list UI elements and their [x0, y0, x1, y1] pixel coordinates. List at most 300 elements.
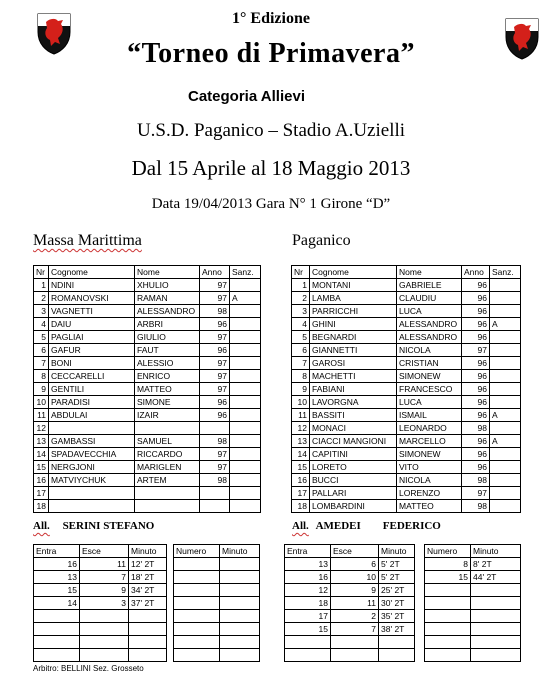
table-cell: LOMBARDINI — [310, 500, 397, 513]
table-cell — [490, 396, 521, 409]
table-cell: ENRICO — [135, 370, 200, 383]
table-cell: 34' 2T — [129, 584, 167, 597]
table-cell — [471, 623, 521, 636]
table-cell — [331, 649, 379, 662]
table-cell: 15 — [34, 461, 49, 474]
table-cell: 12 — [285, 584, 331, 597]
table-cell: ALESSANDRO — [397, 331, 462, 344]
table-cell: 14 — [292, 448, 310, 461]
table-cell: 97 — [200, 370, 230, 383]
table-cell — [285, 636, 331, 649]
table-cell: 16 — [285, 571, 331, 584]
table-cell — [49, 487, 135, 500]
table-cell: 98 — [462, 422, 490, 435]
card-row — [174, 558, 260, 571]
venue-label: U.S.D. Paganico – Stadio A.Uzielli — [136, 120, 406, 141]
table-cell — [490, 383, 521, 396]
table-cell: 97 — [200, 357, 230, 370]
table-cell: 4 — [34, 318, 49, 331]
table-cell — [379, 649, 415, 662]
player-row — [292, 474, 521, 487]
table-cell: 11 — [34, 409, 49, 422]
table-cell — [230, 500, 261, 513]
table-cell — [174, 558, 220, 571]
column-header: Esce — [331, 545, 379, 558]
table-cell — [230, 318, 261, 331]
card-row — [425, 649, 521, 662]
left-team-name: Massa Marittima — [33, 232, 142, 249]
left-substitutions-table — [33, 544, 167, 662]
column-header: Minuto — [220, 545, 260, 558]
table-cell: 17 — [34, 487, 49, 500]
table-cell: 96 — [200, 318, 230, 331]
table-cell: 6 — [34, 344, 49, 357]
table-cell: MACHETTI — [310, 370, 397, 383]
player-row — [292, 500, 521, 513]
player-row — [34, 383, 261, 396]
table-cell: 11 — [80, 558, 129, 571]
table-cell: 9 — [331, 584, 379, 597]
table-header-row — [285, 545, 415, 558]
substitution-row — [285, 610, 415, 623]
table-cell: PARADISI — [49, 396, 135, 409]
table-cell: LUCA — [397, 396, 462, 409]
table-cell: ISMAIL — [397, 409, 462, 422]
table-cell: BASSITI — [310, 409, 397, 422]
table-cell: BEGNARDI — [310, 331, 397, 344]
column-header: Nome — [135, 266, 200, 279]
table-cell: BUCCI — [310, 474, 397, 487]
table-cell — [490, 279, 521, 292]
right-team-name: Paganico — [292, 232, 351, 249]
substitution-row — [285, 597, 415, 610]
table-cell: 15 — [425, 571, 471, 584]
table-cell: 7 — [34, 357, 49, 370]
table-cell: SAMUEL — [135, 435, 200, 448]
table-cell — [230, 279, 261, 292]
table-cell — [49, 500, 135, 513]
table-cell: 7 — [331, 623, 379, 636]
table-cell: ARBRI — [135, 318, 200, 331]
table-cell: 8 — [292, 370, 310, 383]
match-info-label: Data 19/04/2013 Gara N° 1 Girone “D” — [151, 196, 391, 212]
table-cell: 16 — [292, 474, 310, 487]
table-cell: 98 — [200, 435, 230, 448]
table-cell: 98 — [462, 500, 490, 513]
table-cell: 97 — [200, 448, 230, 461]
table-cell: 8' 2T — [471, 558, 521, 571]
table-cell: SIMONE — [135, 396, 200, 409]
table-cell — [379, 636, 415, 649]
right-coach — [292, 520, 441, 532]
card-row — [425, 623, 521, 636]
table-cell: 3 — [292, 305, 310, 318]
substitution-row — [285, 649, 415, 662]
table-cell: NERGJONI — [49, 461, 135, 474]
table-cell: 96 — [462, 461, 490, 474]
table-header-row — [34, 266, 261, 279]
right-coach-prefix: All. — [292, 520, 309, 532]
table-cell — [230, 370, 261, 383]
substitution-row — [34, 558, 167, 571]
table-cell: MATTEO — [397, 500, 462, 513]
table-cell: 96 — [462, 383, 490, 396]
table-cell: 9 — [34, 383, 49, 396]
table-cell — [220, 584, 260, 597]
table-cell: 16 — [34, 558, 80, 571]
table-cell — [230, 305, 261, 318]
table-cell — [230, 396, 261, 409]
table-cell: 15 — [34, 584, 80, 597]
table-cell — [174, 597, 220, 610]
table-cell: MONACI — [310, 422, 397, 435]
substitution-row — [34, 584, 167, 597]
table-cell — [174, 649, 220, 662]
table-cell — [80, 636, 129, 649]
table-cell: MONTANI — [310, 279, 397, 292]
table-cell: 96 — [462, 305, 490, 318]
table-cell: 96 — [462, 279, 490, 292]
table-cell: GIANNETTI — [310, 344, 397, 357]
table-cell — [425, 649, 471, 662]
table-cell: 12 — [34, 422, 49, 435]
player-row — [34, 487, 261, 500]
table-cell: 9 — [80, 584, 129, 597]
table-cell — [285, 649, 331, 662]
substitution-row — [34, 610, 167, 623]
player-row — [34, 305, 261, 318]
table-cell: 96 — [200, 344, 230, 357]
player-row — [292, 344, 521, 357]
table-cell — [174, 571, 220, 584]
table-cell: CLAUDIU — [397, 292, 462, 305]
table-cell — [49, 422, 135, 435]
table-cell — [220, 597, 260, 610]
table-cell: DAIU — [49, 318, 135, 331]
table-cell — [34, 623, 80, 636]
table-cell — [220, 571, 260, 584]
table-cell: 8 — [425, 558, 471, 571]
table-cell: VITO — [397, 461, 462, 474]
table-cell: 10 — [292, 396, 310, 409]
substitution-row — [285, 623, 415, 636]
table-cell: FRANCESCO — [397, 383, 462, 396]
table-cell: 96 — [462, 357, 490, 370]
left-cards-table — [173, 544, 260, 662]
column-header: Nr — [34, 266, 49, 279]
table-cell: 11 — [292, 409, 310, 422]
column-header: Numero — [425, 545, 471, 558]
table-cell: 18 — [285, 597, 331, 610]
table-cell: ARTEM — [135, 474, 200, 487]
table-cell: 11 — [331, 597, 379, 610]
player-row — [292, 435, 521, 448]
column-header: Entra — [34, 545, 80, 558]
player-row — [34, 435, 261, 448]
table-cell: 1 — [34, 279, 49, 292]
table-cell — [129, 610, 167, 623]
player-row — [34, 461, 261, 474]
table-cell: LEONARDO — [397, 422, 462, 435]
table-cell: RICCARDO — [135, 448, 200, 461]
table-cell: 98 — [200, 305, 230, 318]
table-cell — [230, 487, 261, 500]
table-cell: 14 — [34, 597, 80, 610]
table-cell: 6 — [331, 558, 379, 571]
table-cell: GAROSI — [310, 357, 397, 370]
player-row — [292, 279, 521, 292]
card-row — [174, 623, 260, 636]
player-row — [34, 422, 261, 435]
table-cell: 6 — [292, 344, 310, 357]
table-cell: NDINI — [49, 279, 135, 292]
table-cell — [425, 623, 471, 636]
player-row — [34, 396, 261, 409]
table-cell: 13 — [34, 571, 80, 584]
left-coach-name: SERINI STEFANO — [62, 520, 155, 532]
table-cell — [230, 461, 261, 474]
table-cell: 5 — [292, 331, 310, 344]
table-cell: 96 — [200, 409, 230, 422]
table-cell: 96 — [462, 435, 490, 448]
table-cell: 35' 2T — [379, 610, 415, 623]
table-cell: 96 — [462, 318, 490, 331]
table-cell: 15 — [285, 623, 331, 636]
table-cell: ALESSANDRO — [135, 305, 200, 318]
table-cell — [490, 344, 521, 357]
table-cell: 96 — [462, 409, 490, 422]
table-cell — [490, 357, 521, 370]
table-cell — [220, 636, 260, 649]
player-row — [292, 383, 521, 396]
table-cell: 97 — [200, 279, 230, 292]
table-cell: 7 — [80, 571, 129, 584]
table-cell — [129, 649, 167, 662]
table-cell: 96 — [462, 396, 490, 409]
table-cell: 5 — [34, 331, 49, 344]
table-cell — [471, 649, 521, 662]
table-cell — [220, 558, 260, 571]
table-cell — [80, 610, 129, 623]
column-header: Nr — [292, 266, 310, 279]
column-header: Minuto — [471, 545, 521, 558]
player-row — [292, 331, 521, 344]
table-cell: MATVIYCHUK — [49, 474, 135, 487]
card-row — [174, 636, 260, 649]
table-cell: GHINI — [310, 318, 397, 331]
table-header-row — [425, 545, 521, 558]
substitution-row — [285, 571, 415, 584]
table-cell: 98 — [462, 474, 490, 487]
substitution-row — [34, 623, 167, 636]
column-header: Minuto — [129, 545, 167, 558]
table-cell — [490, 331, 521, 344]
table-cell — [220, 623, 260, 636]
left-roster-table — [33, 265, 261, 513]
player-row — [292, 422, 521, 435]
table-cell: 2 — [331, 610, 379, 623]
table-cell: MARIGLEN — [135, 461, 200, 474]
table-cell: MARCELLO — [397, 435, 462, 448]
table-cell: MATTEO — [135, 383, 200, 396]
table-cell: 97 — [462, 344, 490, 357]
column-header: Minuto — [379, 545, 415, 558]
table-cell: 98 — [200, 474, 230, 487]
table-cell: 18 — [34, 500, 49, 513]
table-cell: PAGLIAI — [49, 331, 135, 344]
table-cell — [200, 487, 230, 500]
player-row — [34, 448, 261, 461]
table-cell: 97 — [200, 331, 230, 344]
player-row — [292, 448, 521, 461]
table-cell — [174, 623, 220, 636]
table-cell: CECCARELLI — [49, 370, 135, 383]
substitution-row — [34, 597, 167, 610]
table-cell: GAFUR — [49, 344, 135, 357]
table-cell: VAGNETTI — [49, 305, 135, 318]
table-cell: 15 — [292, 461, 310, 474]
table-cell: GABRIELE — [397, 279, 462, 292]
table-cell: LORENZO — [397, 487, 462, 500]
table-cell — [135, 500, 200, 513]
table-cell — [34, 636, 80, 649]
table-cell — [471, 597, 521, 610]
table-cell: 17 — [285, 610, 331, 623]
table-cell — [490, 305, 521, 318]
table-cell — [174, 610, 220, 623]
table-cell — [230, 448, 261, 461]
table-cell — [200, 422, 230, 435]
table-cell — [200, 500, 230, 513]
table-cell: 16 — [34, 474, 49, 487]
table-cell — [220, 649, 260, 662]
card-row — [174, 597, 260, 610]
table-cell — [471, 584, 521, 597]
player-row — [292, 370, 521, 383]
table-cell: LAVORGNA — [310, 396, 397, 409]
table-cell — [425, 610, 471, 623]
substitution-row — [285, 636, 415, 649]
table-cell: ABDULAI — [49, 409, 135, 422]
table-cell: 18 — [292, 500, 310, 513]
column-header: Sanz. — [490, 266, 521, 279]
table-cell: 38' 2T — [379, 623, 415, 636]
table-cell: PALLARI — [310, 487, 397, 500]
table-cell: CRISTIAN — [397, 357, 462, 370]
table-cell: 97 — [200, 292, 230, 305]
table-cell — [230, 474, 261, 487]
player-row — [292, 461, 521, 474]
player-row — [292, 318, 521, 331]
player-row — [34, 292, 261, 305]
table-cell — [34, 610, 80, 623]
table-cell — [490, 448, 521, 461]
card-row — [174, 571, 260, 584]
player-row — [34, 331, 261, 344]
table-cell: 10 — [34, 396, 49, 409]
table-cell — [490, 461, 521, 474]
table-cell — [129, 623, 167, 636]
table-cell: ROMANOVSKI — [49, 292, 135, 305]
player-row — [292, 357, 521, 370]
table-cell — [471, 636, 521, 649]
table-cell: 8 — [34, 370, 49, 383]
table-header-row — [174, 545, 260, 558]
table-cell: A — [490, 409, 521, 422]
table-cell — [230, 435, 261, 448]
card-row — [174, 649, 260, 662]
table-cell — [135, 487, 200, 500]
table-cell: 2 — [34, 292, 49, 305]
table-cell: ALESSANDRO — [397, 318, 462, 331]
table-cell: 14 — [34, 448, 49, 461]
table-cell: 5' 2T — [379, 558, 415, 571]
column-header: Cognome — [310, 266, 397, 279]
table-cell: 30' 2T — [379, 597, 415, 610]
table-cell: LORETO — [310, 461, 397, 474]
left-coach — [33, 520, 154, 532]
table-cell: GIULIO — [135, 331, 200, 344]
right-roster-table — [291, 265, 521, 513]
table-cell: SPADAVECCHIA — [49, 448, 135, 461]
column-header: Nome — [397, 266, 462, 279]
referee-label: Arbitro: BELLINI Sez. Grosseto — [33, 664, 144, 673]
table-cell — [331, 636, 379, 649]
column-header: Anno — [462, 266, 490, 279]
player-row — [34, 370, 261, 383]
card-row — [425, 584, 521, 597]
table-cell — [80, 623, 129, 636]
table-cell: 12' 2T — [129, 558, 167, 571]
table-cell — [174, 584, 220, 597]
table-cell: IZAIR — [135, 409, 200, 422]
table-cell: 10 — [331, 571, 379, 584]
table-cell: A — [230, 292, 261, 305]
table-cell: NICOLA — [397, 344, 462, 357]
player-row — [34, 500, 261, 513]
table-cell: 13 — [285, 558, 331, 571]
table-cell: A — [490, 435, 521, 448]
substitution-row — [34, 571, 167, 584]
card-row — [425, 636, 521, 649]
player-row — [34, 344, 261, 357]
table-cell — [425, 636, 471, 649]
table-cell: 97 — [200, 383, 230, 396]
table-cell: 7 — [292, 357, 310, 370]
table-cell: PARRICCHI — [310, 305, 397, 318]
table-cell: BONI — [49, 357, 135, 370]
table-cell: 4 — [292, 318, 310, 331]
table-cell: 18' 2T — [129, 571, 167, 584]
table-cell — [129, 636, 167, 649]
table-cell: GENTILI — [49, 383, 135, 396]
column-header: Entra — [285, 545, 331, 558]
table-cell — [230, 331, 261, 344]
table-cell — [220, 610, 260, 623]
substitution-row — [285, 584, 415, 597]
table-cell: XHULIO — [135, 279, 200, 292]
table-cell — [425, 597, 471, 610]
table-cell — [230, 383, 261, 396]
column-header: Anno — [200, 266, 230, 279]
table-cell — [490, 422, 521, 435]
table-cell — [230, 409, 261, 422]
table-cell — [471, 610, 521, 623]
left-coach-prefix: All. — [33, 520, 50, 532]
substitution-row — [34, 649, 167, 662]
table-cell — [490, 370, 521, 383]
player-row — [292, 409, 521, 422]
